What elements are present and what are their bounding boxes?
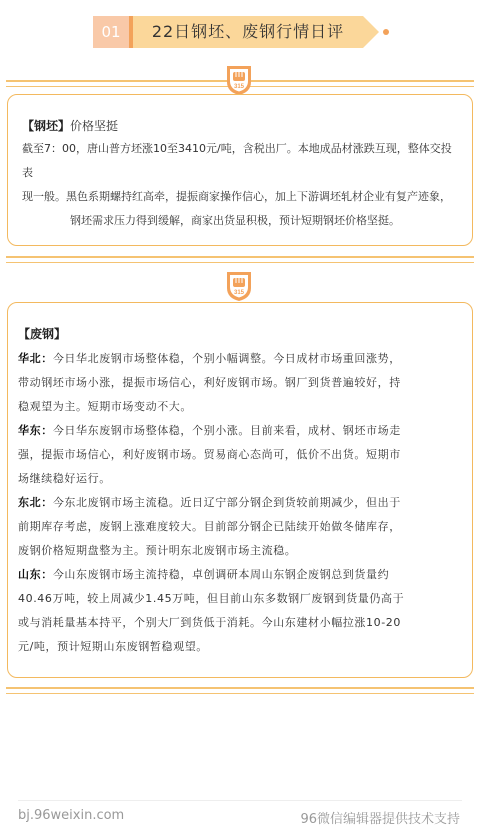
billet-line: 钢坯需求压力得到缓解，商家出货显积极，预计短期钢坯价格坚挺。 [70,214,400,227]
region-name: 华北： [18,352,53,365]
scrap-paragraphs [18,347,464,659]
billet-line: 现一般。黑色系期螺持红高牵，提振商家操作信心，加上下游调坯轧材企业有复产迹象， [22,190,451,203]
section-title: 22日钢坯、废钢行情日评 [133,16,363,48]
footer-divider [18,800,462,801]
emblem-label: 315 [233,290,245,296]
region-line: 元/吨，预计短期山东废钢暂稳观望。 [18,640,208,653]
region-line: 稳观望为主。短期市场变动不大。 [18,400,192,413]
billet-line: 截至7：00，唐山普方坯涨10至3410元/吨，含税出厂。本地成品材涨跌互现，整体交投表 [22,142,452,179]
region-line: 废钢价格短期盘整为主。预计明东北废钢市场主流稳。 [18,544,297,557]
fist-badge-icon [222,268,256,302]
emblem-label: 315 [233,84,245,90]
divider-line-thin [6,693,474,694]
billet-heading: 【钢坯】 [22,119,71,133]
scrap-heading: 【废钢】 [18,327,67,341]
region-line: 今山东废钢市场主流持稳，卓创调研本周山东钢企废钢总到货量约 [52,568,390,581]
region-line: 强，提振市场信心，利好废钢市场。贸易商心态尚可，低价不出货。短期市 [18,448,401,461]
section-number: 01 [93,16,129,48]
billet-card [7,94,473,246]
region-line: 带动钢坯市场小涨，提振市场信心，利好废钢市场。钢厂到货普遍较好，持 [18,376,401,389]
billet-heading-row [22,115,118,134]
arrow-icon [363,16,379,48]
footer-site-link[interactable]: bj.96weixin.com [18,808,125,823]
billet-paragraph [22,137,462,233]
region-line: 前期库存考虑，废钢上涨难度较大。目前部分钢企已陆续开始做冬储库存， [18,520,401,533]
footer-credit: 96微信编辑器提供技术支持 [300,812,460,827]
section-header [93,16,389,48]
region-line: 今日华东废钢市场整体稳，个别小涨。目前来看，成材、钢坯市场走 [52,424,401,437]
scrap-card [7,302,473,678]
region-block-shandong [18,563,464,659]
region-name: 东北： [18,496,53,509]
divider-line [6,687,474,689]
region-name: 山东： [18,568,53,581]
region-line: 今东北废钢市场主流稳。近日辽宁部分钢企到货较前期减少，但出于 [52,496,401,509]
fist-badge-icon [222,62,256,96]
divider-line [6,256,474,258]
region-block-huabei [18,347,464,419]
divider-line-thin [6,262,474,263]
region-name: 华东： [18,424,53,437]
dot-icon [383,29,389,35]
billet-heading-suffix: 价格坚挺 [70,119,119,133]
region-block-dongbei [18,491,464,563]
region-line: 40.46万吨，较上周减少1.45万吨，但目前山东多数钢厂废钢到货量仍高于 [18,592,405,605]
region-block-huadong [18,419,464,491]
region-line: 场继续稳好运行。 [18,472,111,485]
region-line: 或与消耗量基本持平，个别大厂到货低于消耗。今山东建材小幅拉涨10-20 [18,616,401,629]
region-line: 今日华北废钢市场整体稳，个别小幅调整。今日成材市场重回涨势， [52,352,401,365]
